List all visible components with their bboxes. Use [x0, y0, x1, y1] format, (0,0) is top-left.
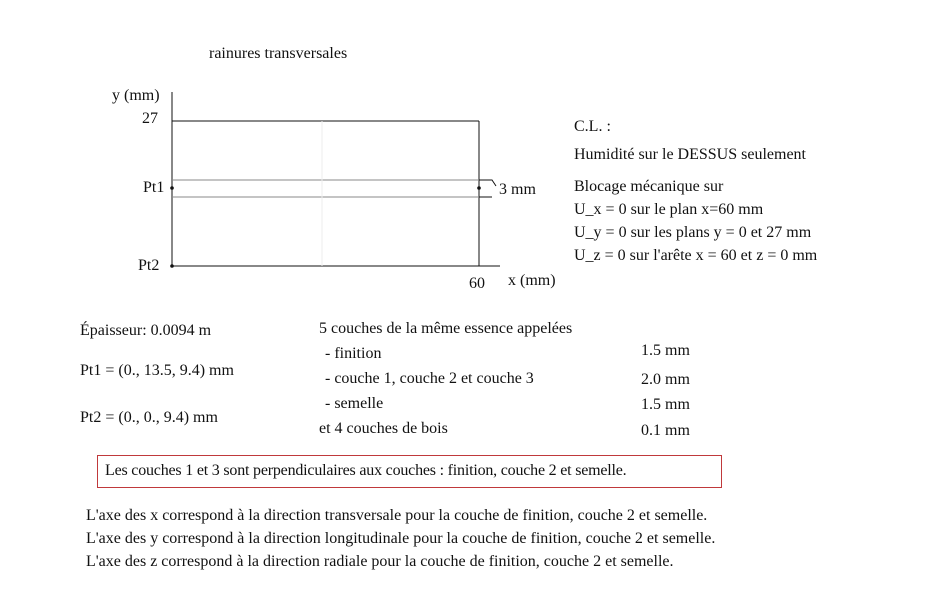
- pt2-marker: [170, 264, 174, 268]
- bc-uy: U_y = 0 sur les plans y = 0 et 27 mm: [574, 224, 812, 241]
- thickness-text: Épaisseur: 0.0094 m: [80, 322, 212, 339]
- pt1-label: Pt1: [143, 179, 165, 196]
- pt1-coordinates: Pt1 = (0., 13.5, 9.4) mm: [80, 362, 234, 379]
- axis-note-y: L'axe des y correspond à la direction longitudinale pour la couche de finition, couche 2 et semelle.: [86, 530, 716, 547]
- bc-uz: U_z = 0 sur l'arête x = 60 et z = 0 mm: [574, 247, 818, 264]
- x-axis-label: x (mm): [508, 272, 556, 289]
- layer-name: - finition: [325, 345, 382, 362]
- perpendicular-note: Les couches 1 et 3 sont perpendiculaires aux couches : finition, couche 2 et semelle.: [105, 462, 627, 479]
- bc-blocking-heading: Blocage mécanique sur: [574, 178, 724, 195]
- layer-thickness: 2.0 mm: [641, 371, 690, 388]
- layer-thickness: 1.5 mm: [641, 342, 690, 359]
- layers-heading: 5 couches de la même essence appelées: [319, 320, 573, 337]
- diagram-title: rainures transversales: [209, 45, 348, 62]
- layer-name: et 4 couches de bois: [319, 420, 448, 437]
- x-right-label: 60: [469, 275, 485, 292]
- layer-thickness: 1.5 mm: [641, 396, 690, 413]
- layer-name: - couche 1, couche 2 et couche 3: [325, 370, 534, 387]
- y-top-label: 27: [142, 110, 158, 127]
- groove-dimension-bracket: [479, 180, 496, 197]
- bc-ux: U_x = 0 sur le plan x=60 mm: [574, 201, 764, 218]
- pt2-label: Pt2: [138, 257, 160, 274]
- layer-name: - semelle: [325, 395, 384, 412]
- pt1-right-marker: [477, 186, 481, 190]
- pt2-coordinates: Pt2 = (0., 0., 9.4) mm: [80, 409, 218, 426]
- axis-note-x: L'axe des x correspond à la direction transversale pour la couche de finition, couche 2 et semelle.: [86, 507, 708, 524]
- bc-humidity: Humidité sur le DESSUS seulement: [574, 146, 806, 163]
- groove-dimension-label: 3 mm: [499, 181, 536, 198]
- pt1-marker: [170, 186, 174, 190]
- layer-thickness: 0.1 mm: [641, 422, 690, 439]
- y-axis-label: y (mm): [112, 87, 160, 104]
- bc-heading: C.L. :: [574, 118, 611, 135]
- axis-note-z: L'axe des z correspond à la direction radiale pour la couche de finition, couche 2 et semelle.: [86, 553, 674, 570]
